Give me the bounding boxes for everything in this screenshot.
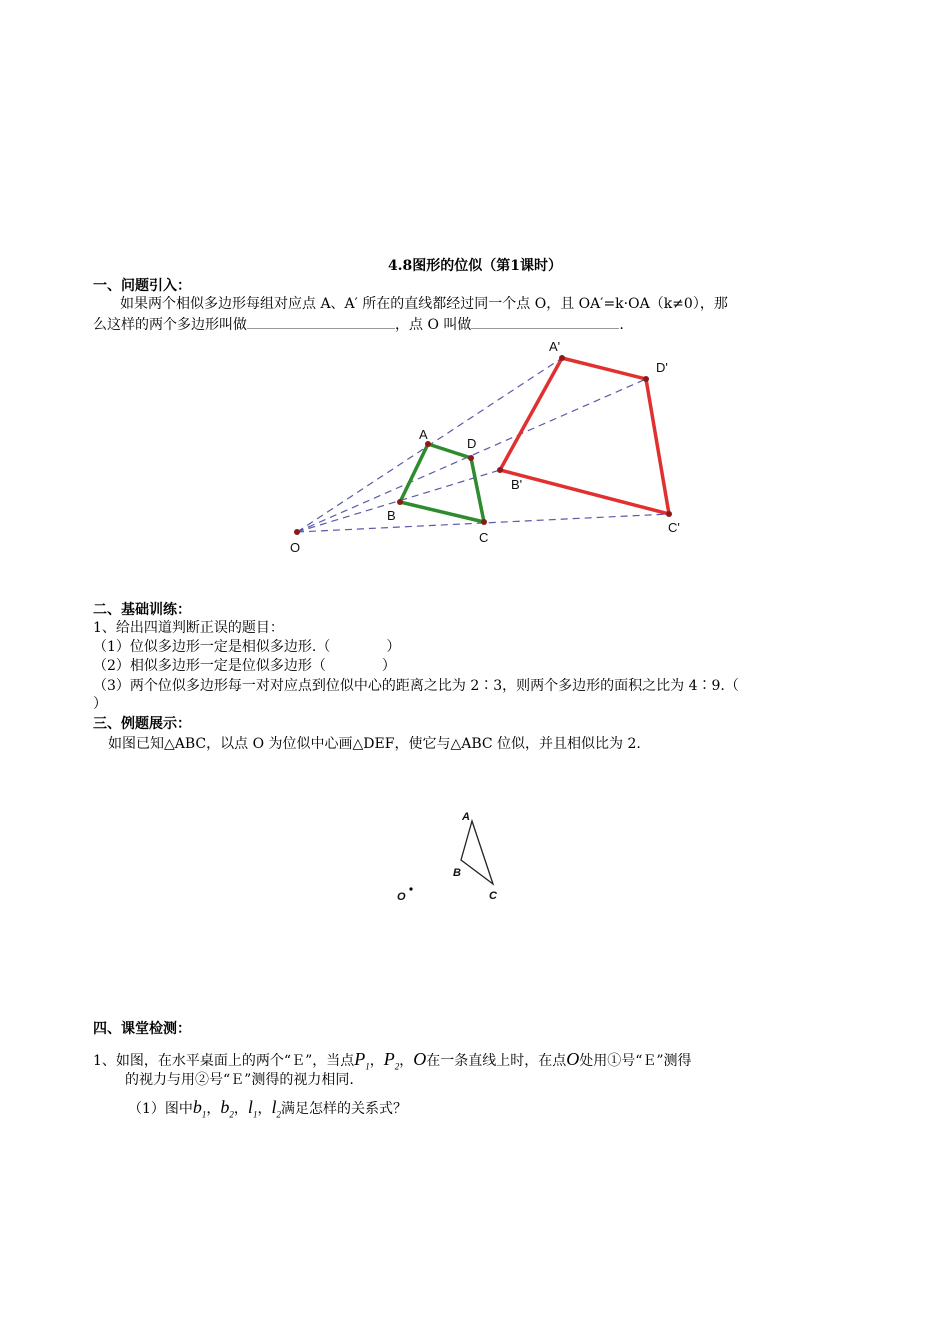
intro-line-1: 如果两个相似多边形每组对应点 A、A′ 所在的直线都经过同一个点 O，且 OA′=k·OA（k≠0），那 xyxy=(120,296,728,312)
example-triangle-figure xyxy=(390,805,520,905)
check-text-d: （1）图中 xyxy=(128,1101,193,1117)
section-heading-check: 四、课堂检测： xyxy=(93,1021,191,1037)
check-line-3: （1）图中$b_1$，$b_2$，$l_1$，$l_2$满足怎样的关系式？ xyxy=(128,1097,407,1120)
check-text-c: 处用①号“Ｅ”测得 xyxy=(579,1053,692,1069)
var-b2: $b_2$ xyxy=(220,1097,234,1120)
vertex-points xyxy=(294,355,672,535)
point-b xyxy=(397,499,403,505)
intro-text-c: . xyxy=(619,317,624,333)
label-o: O xyxy=(290,540,301,555)
tri-label-c: C xyxy=(489,890,497,902)
var-l2: $l_2$ xyxy=(271,1097,281,1120)
center-point-o xyxy=(409,887,412,890)
section-heading-intro: 一、问题引入： xyxy=(93,278,191,294)
point-c-prime xyxy=(666,511,672,517)
answer-blank-2[interactable] xyxy=(471,314,619,329)
check-text-b: 在一条直线上时，在点 xyxy=(426,1053,567,1069)
var-p2: $P_2$ xyxy=(383,1049,400,1072)
section-heading-basic: 二、基础训练： xyxy=(93,602,191,618)
label-b-prime: B' xyxy=(511,477,523,492)
homothety-figure xyxy=(280,335,700,565)
tri-label-b: B xyxy=(453,867,461,879)
triangle-abc xyxy=(461,821,493,884)
large-quadrilateral xyxy=(500,358,669,514)
label-c-prime: C' xyxy=(668,520,680,535)
check-line-1: 1、如图，在水平桌面上的两个“Ｅ”，当点$P_1$，$P_2$，O在一条直线上时，在点O处用①号“Ｅ”测得 xyxy=(93,1049,692,1072)
judgement-q2: （2）相似多边形一定是位似多边形（ ） xyxy=(93,658,396,674)
example-text: 如图已知△ABC，以点 O 为位似中心画△DEF，使它与△ABC 位似，并且相似比为 2. xyxy=(108,736,641,752)
label-a-prime: A' xyxy=(549,339,561,354)
var-l1: $l_1$ xyxy=(247,1097,258,1120)
tri-label-a: A xyxy=(462,811,470,823)
judgement-q3-end: ） xyxy=(93,696,107,712)
section-heading-example: 三、例题展示： xyxy=(93,716,191,732)
check-text-a: 1、如图，在水平桌面上的两个“Ｅ”，当点 xyxy=(93,1053,355,1069)
var-b1: $b_1$ xyxy=(192,1097,207,1120)
label-d: D xyxy=(467,436,477,451)
point-d xyxy=(468,455,474,461)
point-a-prime xyxy=(559,355,565,361)
check-line-2: 的视力与用②号“Ｅ”测得的视力相同. xyxy=(125,1072,354,1088)
check-text-e: 满足怎样的关系式？ xyxy=(280,1101,407,1117)
label-c: C xyxy=(479,530,489,545)
label-a: A xyxy=(419,427,428,442)
intro-text-a: 么这样的两个多边形叫做 xyxy=(93,317,247,333)
judgement-q3: （3）两个位似多边形每一对对应点到位似中心的距离之比为 2∶3，则两个多边形的面积之比为 4∶9.（ xyxy=(93,678,739,694)
point-b-prime xyxy=(497,467,503,473)
point-d-prime xyxy=(643,376,649,382)
judgement-q1: （1）位似多边形一定是相似多边形.（ ） xyxy=(93,639,401,655)
dashed-rays xyxy=(297,358,669,532)
point-c xyxy=(481,519,487,525)
page-title: 4.8图形的位似（第1课时） xyxy=(387,258,563,274)
var-o: O xyxy=(413,1049,427,1069)
answer-blank-1[interactable] xyxy=(247,314,395,329)
var-p1: $P_1$ xyxy=(354,1049,370,1072)
var-o-2: O xyxy=(566,1049,580,1069)
intro-text-b: ，点 O 叫做 xyxy=(395,317,472,333)
label-d-prime: D' xyxy=(656,360,668,375)
tri-label-o: O xyxy=(397,891,406,903)
intro-line-2 xyxy=(93,314,624,335)
basic-item-1: 1、给出四道判断正误的题目： xyxy=(93,620,284,636)
point-o xyxy=(294,529,300,535)
label-b: B xyxy=(387,508,396,523)
